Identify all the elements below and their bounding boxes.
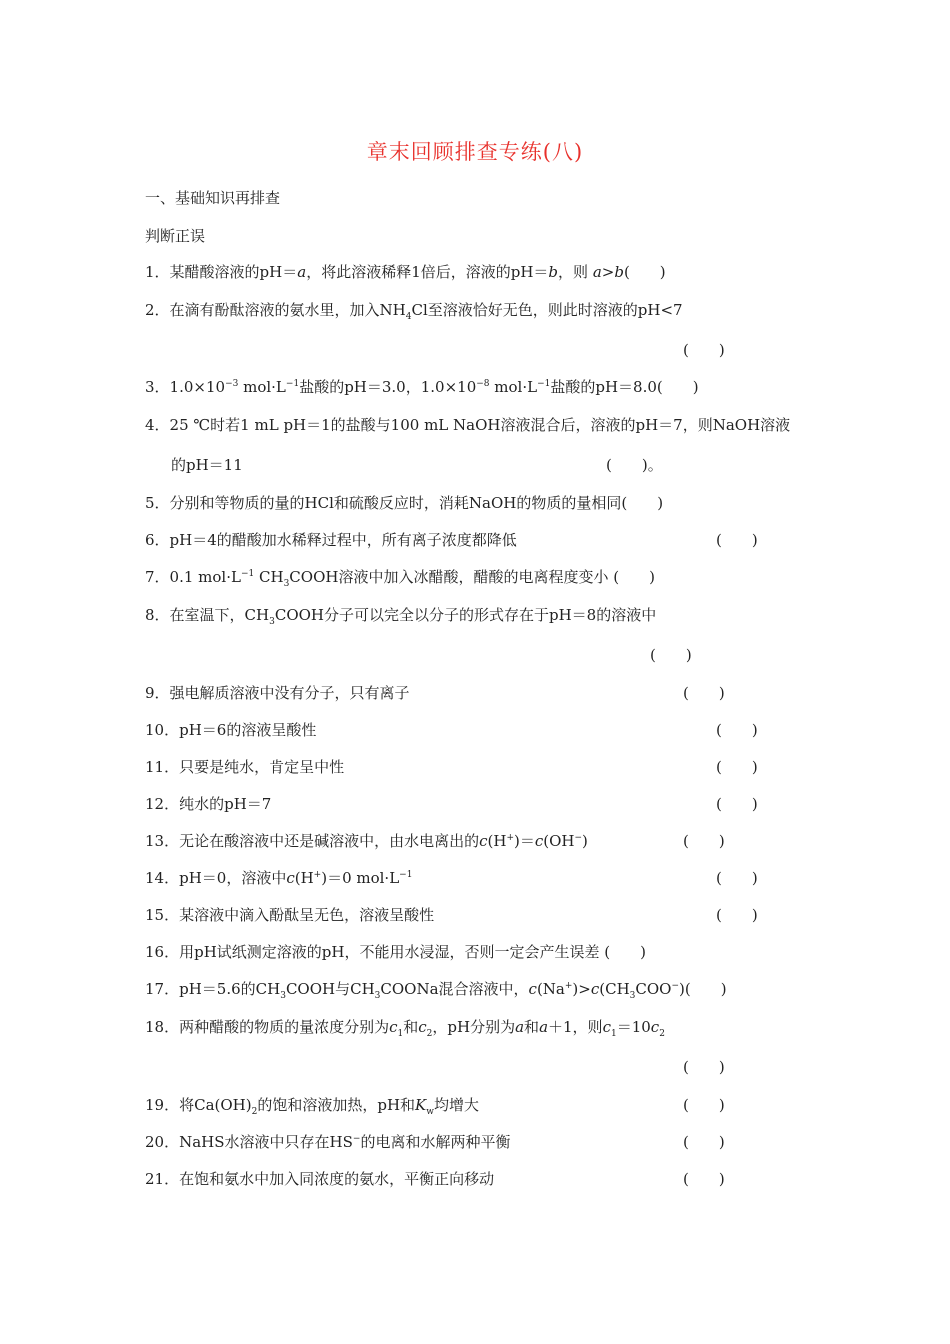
answer-paren[interactable]: ( ) (650, 646, 692, 664)
question-20: 20．NaHS水溶液中只存在HS−的电离和水解两种平衡 (145, 1133, 511, 1151)
question-9: 9．强电解质溶液中没有分子，只有离子 (145, 684, 410, 702)
answer-paren[interactable]: ( ) (683, 1170, 725, 1188)
answer-paren[interactable]: ( ) (716, 531, 758, 549)
question-4: 4．25 ℃时若1 mL pH＝1的盐酸与100 mL NaOH溶液混合后，溶液的pH＝7，则NaOH溶液 (145, 416, 791, 434)
answer-paren[interactable]: ( ) (683, 832, 725, 850)
question-17: 17．pH＝5.6的$CH_3COOH$与$CH_3COONa$混合溶液中，$c(Na^+)>c(CH_3COO^-)$( ) (145, 980, 727, 1001)
question-13: 13．无论在酸溶液中还是碱溶液中，由水电离出的c(H+)＝c(OH−) (145, 832, 588, 850)
answer-paren[interactable]: ( ) (683, 1058, 725, 1076)
subsection-heading: 判断正误 (145, 227, 206, 245)
question-12: 12．纯水的pH＝7 (145, 795, 272, 813)
question-7: 7．0.1 $mol\cdot L^{-1}$ $CH_3COOH$溶液中加入冰醋酸，醋酸的电离程度变小 ( ) (145, 568, 655, 589)
question-6: 6．pH＝4的醋酸加水稀释过程中，所有离子浓度都降低 (145, 531, 517, 549)
question-11: 11．只要是纯水，肯定呈中性 (145, 758, 345, 776)
question-21: 21．在饱和氨水中加入同浓度的氨水，平衡正向移动 (145, 1170, 495, 1188)
answer-paren[interactable]: ( ) (683, 684, 725, 702)
answer-paren[interactable]: ( ) (716, 758, 758, 776)
question-4-cont: 的pH＝11 (171, 456, 243, 474)
answer-paren[interactable]: ( ) (683, 1133, 725, 1151)
question-8: 8．在室温下，$CH_3COOH$分子可以完全以分子的形式存在于pH＝8的溶液中 (145, 606, 657, 627)
question-15: 15．某溶液中滴入酚酞呈无色，溶液呈酸性 (145, 906, 435, 924)
answer-paren[interactable]: ( ) (716, 906, 758, 924)
answer-paren[interactable]: ( ) (716, 869, 758, 887)
question-5: 5．分别和等物质的量的HCl和硫酸反应时，消耗NaOH的物质的量相同( ) (145, 494, 664, 512)
page-title: 章末回顾排查专练(八) (366, 140, 584, 164)
answer-paren[interactable]: ( ) (623, 263, 666, 281)
question-3: 3．$1.0\times 10^{-3}$ $mol\cdot L^{-1}$盐酸的pH＝3.0，$1.0\times 10^{-8}$ $mol\cdot L^{-1}$盐酸的pH＝8.0( ) (145, 378, 699, 396)
question-16: 16．用pH试纸测定溶液的pH，不能用水浸湿，否则一定会产生误差 ( ) (145, 943, 646, 961)
question-2: 2．在滴有酚酞溶液的氨水里，加入$NH_4Cl$至溶液恰好无色，则此时溶液的pH<7 (145, 301, 683, 322)
question-18: 18．两种醋酸的物质的量浓度分别为$c_1$和$c_2$，pH分别为a和a＋1，则$c_1=10c_2$ (145, 1018, 665, 1039)
question-1: 1．某醋酸溶液的pH＝a，将此溶液稀释1倍后，溶液的pH＝b，则 a>b( ) (145, 263, 666, 281)
section-heading: 一、基础知识再排查 (145, 189, 281, 207)
answer-paren[interactable]: ( ) (683, 341, 725, 359)
question-19: 19．将$Ca(OH)_2$的饱和溶液加热，pH和$K_w$均增大 (145, 1096, 479, 1117)
question-14: 14．pH＝0，溶液中c(H+)＝0 $mol\cdot L^{-1}$ (145, 869, 413, 887)
answer-paren[interactable]: ( ) (716, 721, 758, 739)
answer-paren[interactable]: ( )。 (606, 456, 663, 474)
question-10: 10．pH＝6的溶液呈酸性 (145, 721, 317, 739)
answer-paren[interactable]: ( ) (683, 1096, 725, 1114)
answer-paren[interactable]: ( ) (716, 795, 758, 813)
